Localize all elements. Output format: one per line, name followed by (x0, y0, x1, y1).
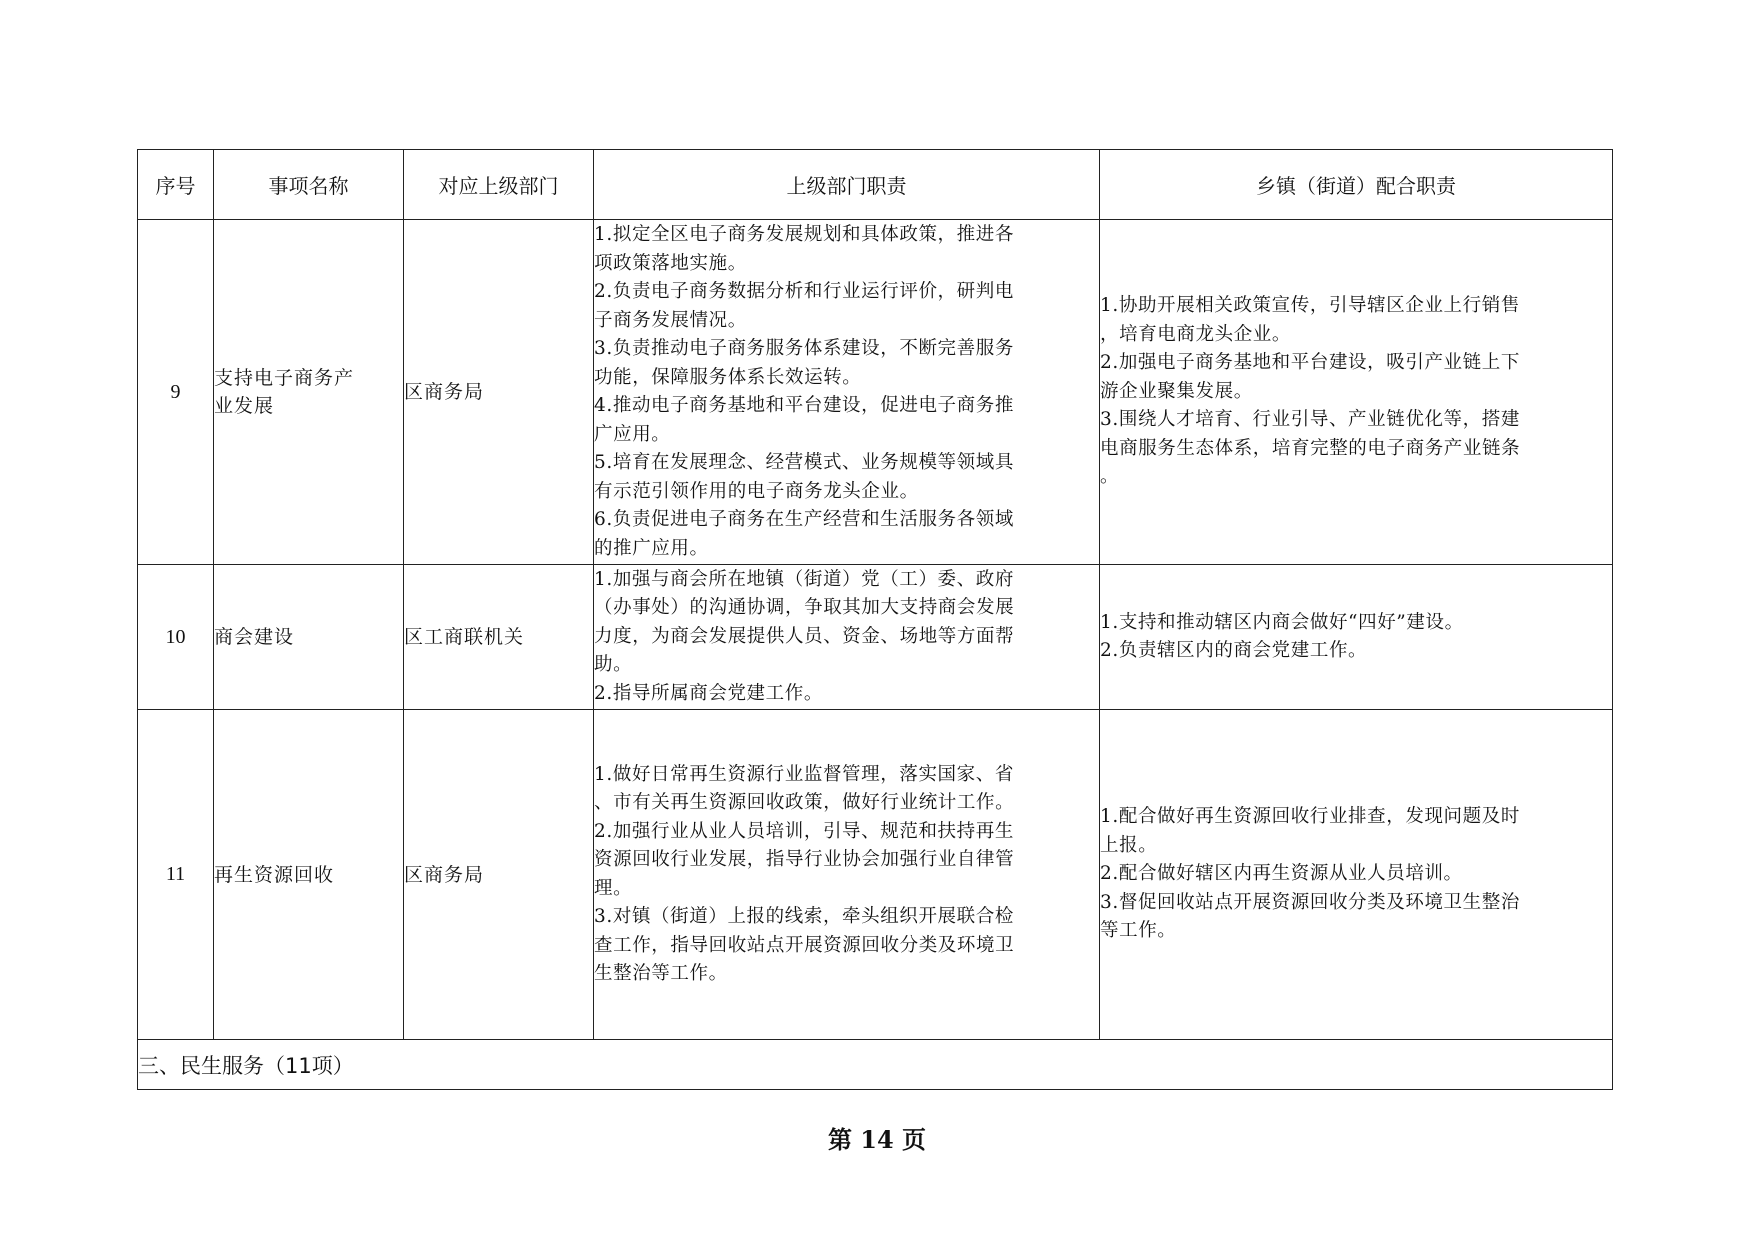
coop-line: 等工作。 (1100, 920, 1177, 942)
duty-line: 广应用。 (594, 423, 671, 445)
coop-line: 上报。 (1100, 834, 1158, 856)
duty-line: 查工作，指导回收站点开展资源回收分类及环境卫 (594, 934, 1015, 956)
item-name (214, 710, 404, 1040)
superior-duty (594, 565, 1100, 710)
coop-line: 2.加强电子商务基地和平台建设，吸引产业链上下 (1100, 352, 1520, 374)
item-name-line: 再生资源回收 (214, 863, 335, 886)
duty-line: 2.加强行业从业人员培训，引导、规范和扶持再生 (594, 820, 1014, 842)
duty-line: 子商务发展情况。 (594, 309, 747, 331)
item-name (214, 565, 404, 710)
duty-table (137, 149, 1613, 1090)
section-row (138, 1040, 1613, 1090)
coop-line: 1.支持和推动辖区内商会做好“四好”建设。 (1100, 611, 1464, 633)
superior-duty (594, 220, 1100, 565)
duty-line: 有示范引领作用的电子商务龙头企业。 (594, 480, 919, 502)
table-row (138, 565, 1613, 710)
coop-line: 3.围绕人才培育、行业引导、产业链优化等，搭建 (1100, 409, 1520, 431)
duty-line: 理。 (594, 877, 633, 899)
table-header-row (138, 150, 1613, 220)
township-duty (1100, 220, 1613, 565)
item-name-line: 支持电子商务产 (214, 367, 355, 389)
coop-line: 3.督促回收站点开展资源回收分类及环境卫生整治 (1100, 891, 1520, 913)
duty-line: 2.负责电子商务数据分析和行业运行评价，研判电 (594, 281, 1014, 302)
row-number: 11 (138, 710, 214, 1040)
header-superior-duty: 上级部门职责 (594, 150, 1100, 220)
coop-line: 1.协助开展相关政策宣传，引导辖区企业上行销售 (1100, 295, 1520, 317)
duty-line: 1.做好日常再生资源行业监督管理，落实国家、省 (594, 763, 1014, 785)
duty-line: 资源回收行业发展，指导行业协会加强行业自律管 (594, 849, 1015, 870)
duty-line: 1.加强与商会所在地镇（街道）党（工）委、政府 (594, 568, 1014, 590)
coop-line: 游企业聚集发展。 (1100, 380, 1253, 402)
township-duty (1100, 565, 1613, 710)
header-item-name: 事项名称 (214, 150, 404, 220)
table-row (138, 710, 1613, 1040)
duty-line: 1.拟定全区电子商务发展规划和具体政策，推进各 (594, 224, 1014, 245)
duty-line: 生整治等工作。 (594, 963, 728, 984)
duty-line: 4.推动电子商务基地和平台建设，促进电子商务推 (594, 395, 1014, 416)
superior-duty (594, 710, 1100, 1040)
duty-line: 功能，保障服务体系长效运转。 (594, 366, 862, 388)
duty-line: 项政策落地实施。 (594, 252, 747, 274)
township-duty (1100, 710, 1613, 1040)
item-name-line: 业发展 (214, 395, 275, 417)
duty-line: 2.指导所属商会党建工作。 (594, 682, 823, 704)
header-superior-dept: 对应上级部门 (404, 150, 594, 220)
duty-line: 6.负责促进电子商务在生产经营和生活服务各领域 (594, 509, 1014, 530)
header-township-duty: 乡镇（街道）配合职责 (1100, 150, 1613, 220)
duty-line: 、市有关再生资源回收政策，做好行业统计工作。 (594, 792, 1015, 813)
superior-dept: 区商务局 (404, 710, 594, 1040)
section-title: 三、民生服务（11项） (138, 1040, 1613, 1090)
coop-line: ，培育电商龙头企业。 (1100, 323, 1292, 345)
duty-line: 助。 (594, 654, 633, 676)
coop-line: 2.负责辖区内的商会党建工作。 (1100, 640, 1368, 661)
item-name-line: 商会建设 (214, 626, 295, 648)
page-number: 第 14 页 (827, 1125, 927, 1154)
row-number: 10 (138, 565, 214, 710)
row-number: 9 (138, 220, 214, 565)
item-name (214, 220, 404, 565)
coop-line: 电商服务生态体系，培育完整的电子商务产业链条 (1100, 437, 1521, 459)
header-seq: 序号 (138, 150, 214, 220)
superior-dept: 区工商联机关 (404, 565, 594, 710)
duty-line: （办事处）的沟通协调，争取其加大支持商会发展 (594, 597, 1015, 619)
coop-line: 。 (1100, 466, 1120, 488)
superior-dept: 区商务局 (404, 220, 594, 565)
table-row (138, 220, 1613, 565)
duty-line: 5.培育在发展理念、经营模式、业务规模等领域具 (594, 452, 1014, 473)
coop-line: 1.配合做好再生资源回收行业排查，发现问题及时 (1100, 806, 1520, 828)
duty-line: 3.对镇（街道）上报的线索，牵头组织开展联合检 (594, 906, 1014, 927)
duty-line: 的推广应用。 (594, 537, 709, 559)
duty-line: 3.负责推动电子商务服务体系建设，不断完善服务 (594, 338, 1014, 359)
duty-line: 力度，为商会发展提供人员、资金、场地等方面帮 (594, 625, 1015, 647)
coop-line: 2.配合做好辖区内再生资源从业人员培训。 (1100, 863, 1463, 885)
